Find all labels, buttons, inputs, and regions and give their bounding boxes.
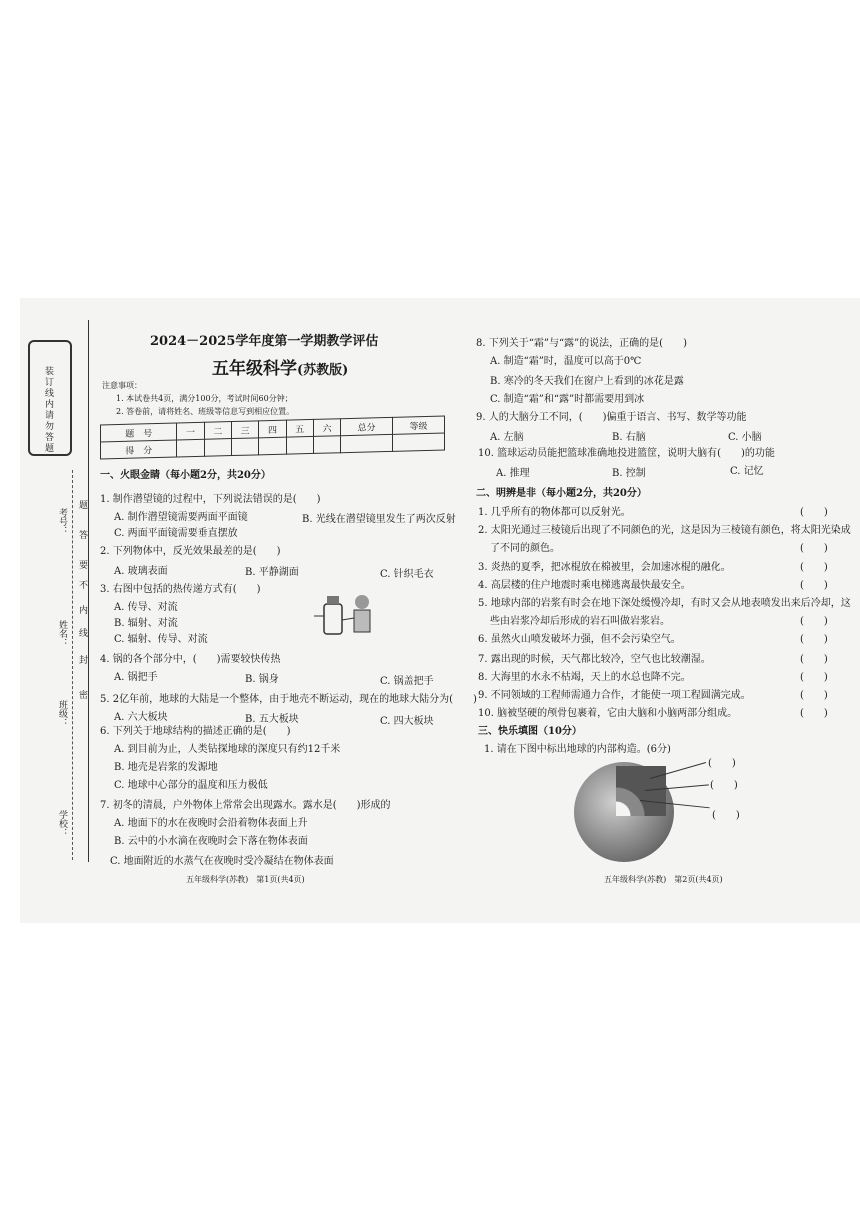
section3-title: 三、快乐填图（10分） [478, 726, 582, 737]
score-cell[interactable] [259, 437, 286, 455]
q3-option-c: C. 辐射、传导、对流 [114, 634, 208, 645]
answer-bracket[interactable]: ( ) [800, 543, 828, 554]
question-10: 10. 篮球运动员能把篮球准确地投进篮筐，说明大脑有( )的功能 [478, 448, 775, 459]
q2-option-c: C. 针织毛衣 [380, 569, 434, 580]
q7-option-c: C. 地面附近的水蒸气在夜晚时受冷凝结在物体表面 [110, 856, 334, 867]
answer-bracket[interactable]: ( ) [800, 708, 828, 719]
notes-label: 注意事项： [102, 381, 142, 390]
question-7: 7. 初冬的清晨，户外物体上常常会出现露水。露水是( )形成的 [100, 800, 391, 811]
judge-item: 5. 地球内部的岩浆有时会在地下深处缓慢冷却，有时又会从地表喷发出来后冷却，这 [478, 598, 851, 609]
section1-title: 一、火眼金睛（每小题2分，共20分） [100, 470, 271, 481]
q6-option-c: C. 地球中心部分的温度和压力极低 [114, 780, 268, 791]
answer-bracket[interactable]: ( ) [800, 672, 828, 683]
question-3: 3. 右图中包括的热传递方式有( ) [100, 584, 261, 595]
footer-page1: 五年级科学(苏教) 第1页(共4页) [186, 875, 305, 884]
q1-option-c: C. 两面平面镜需要垂直摆放 [114, 528, 238, 539]
line-word: 封 [77, 655, 87, 664]
score-cell[interactable] [204, 439, 231, 457]
note-2: 2. 答卷前，请将姓名、班级等信息写到相应位置。 [116, 407, 295, 416]
judge-item: 9. 不同领域的工程师需通力合作，才能使一项工程圆满完成。 [478, 690, 751, 701]
q8-option-b: B. 寒冷的冬天我们在窗户上看到的冰花是露 [490, 376, 684, 387]
earth-cutaway [616, 766, 666, 816]
answer-bracket[interactable]: ( ) [800, 580, 828, 591]
judge-item: 2. 太阳光通过三棱镜后出现了不同颜色的光，这是因为三棱镜有颜色，将太阳光染成 [478, 525, 851, 536]
score-cell: 四 [259, 420, 286, 438]
judge-item: 3. 炎热的夏季，把冰棍放在棉被里，会加速冰棍的融化。 [478, 562, 731, 573]
answer-bracket[interactable]: ( ) [800, 634, 828, 645]
field-class: 班级： [57, 700, 67, 727]
label-blank-core[interactable]: ( ) [712, 810, 740, 821]
score-cell: 等级 [393, 416, 445, 434]
label-blank-crust[interactable]: ( ) [708, 758, 736, 769]
q9-option-c: C. 小脑 [728, 432, 762, 443]
judge-item: 8. 大海里的水永不枯竭，天上的水总也降不完。 [478, 672, 691, 683]
field-name: 姓名： [57, 620, 67, 647]
q10-option-c: C. 记忆 [730, 466, 764, 477]
subject-edition: (苏教版) [297, 363, 349, 378]
answer-bracket[interactable]: ( ) [800, 690, 828, 701]
q10-option-b: B. 控制 [612, 468, 646, 479]
score-cell: 二 [204, 422, 231, 440]
judge-item-cont: 些由岩浆冷却后形成的岩石叫做岩浆岩。 [490, 616, 670, 627]
q1-option-a: A. 制作潜望镜需要两面平面镜 [114, 512, 248, 523]
score-cell: 一 [177, 422, 204, 440]
judge-item: 10. 脑被坚硬的颅骨包裹着，它由大脑和小脑两部分组成。 [478, 708, 738, 719]
note-1: 1. 本试卷共4页，满分100分，考试时间60分钟； [116, 394, 293, 403]
question-8: 8. 下列关于“霜”与“露”的说法，正确的是( ) [476, 338, 687, 349]
q5-option-a: A. 六大板块 [114, 712, 168, 723]
judge-item-cont: 了不同的颜色。 [490, 543, 560, 554]
line-word: 不 [77, 580, 87, 589]
line-word: 答 [77, 530, 87, 539]
label-blank-mantle[interactable]: ( ) [710, 780, 738, 791]
score-cell: 五 [286, 419, 313, 437]
answer-bracket[interactable]: ( ) [800, 562, 828, 573]
score-cell[interactable] [177, 439, 204, 457]
judge-item: 1. 几乎所有的物体都可以反射光。 [478, 507, 631, 518]
question-4: 4. 锅的各个部分中，( )需要较快传热 [100, 654, 281, 665]
q5-option-b: B. 五大板块 [245, 714, 299, 725]
answer-bracket[interactable]: ( ) [800, 616, 828, 627]
q8-option-a: A. 制造“霜”时，温度可以高于0℃ [490, 356, 642, 367]
question-2: 2. 下列物体中，反光效果最差的是( ) [100, 546, 281, 557]
score-cell[interactable] [341, 434, 393, 452]
section3-question-1: 1. 请在下图中标出地球的内部构造。(6分) [484, 744, 671, 755]
subject-name: 五年级科学 [212, 359, 297, 379]
line-word: 线 [77, 628, 87, 637]
question-1: 1. 制作潜望镜的过程中，下列说法错误的是( ) [100, 494, 321, 505]
line-word: 要 [77, 560, 87, 569]
binding-seal [28, 340, 72, 456]
q9-option-a: A. 左脑 [490, 432, 524, 443]
score-cell: 题 号 [101, 423, 177, 442]
judge-item: 6. 虽然火山喷发破坏力强，但不会污染空气。 [478, 634, 681, 645]
judge-item: 4. 高层楼的住户地震时乘电梯逃离最快最安全。 [478, 580, 691, 591]
score-cell: 三 [232, 421, 259, 439]
q4-option-a: A. 锅把手 [114, 672, 158, 683]
binding-line [72, 470, 73, 860]
answer-bracket[interactable]: ( ) [800, 654, 828, 665]
q2-option-a: A. 玻璃表面 [114, 566, 168, 577]
footer-page2: 五年级科学(苏教) 第2页(共4页) [604, 875, 723, 884]
seal-text: 装订线内请勿答题 [43, 366, 53, 454]
q4-option-c: C. 锅盖把手 [380, 676, 434, 687]
field-exam-no: 考号： [57, 508, 67, 535]
q7-option-b: B. 云中的小水滴在夜晚时会下落在物体表面 [114, 836, 308, 847]
line-word: 题 [77, 500, 87, 509]
q6-option-a: A. 到目前为止，人类钻探地球的深度只有约12千米 [114, 744, 341, 755]
q5-option-c: C. 四大板块 [380, 716, 434, 727]
q7-option-a: A. 地面下的水在夜晚时会沿着物体表面上升 [114, 818, 308, 829]
field-school: 学校： [57, 810, 67, 837]
score-cell[interactable] [393, 433, 445, 451]
exam-subject-title [212, 354, 348, 379]
q1-option-b: B. 光线在潜望镜里发生了两次反射 [302, 514, 456, 525]
q9-option-b: B. 右脑 [612, 432, 646, 443]
score-cell[interactable] [286, 436, 313, 454]
question-9: 9. 人的大脑分工不同，( )偏重于语言、书写、数学等功能 [476, 412, 747, 423]
question-6: 6. 下列关于地球结构的描述正确的是( ) [100, 726, 291, 737]
line-word: 密 [77, 690, 87, 699]
score-cell: 总分 [341, 417, 393, 435]
binding-divider [88, 320, 89, 862]
section2-title: 二、明辨是非（每小题2分，共20分） [476, 488, 647, 499]
score-cell[interactable] [232, 438, 259, 456]
score-cell: 得 分 [101, 440, 177, 459]
answer-bracket[interactable]: ( ) [800, 507, 828, 518]
question-5: 5. 2亿年前，地球的大陆是一个整体，由于地壳不断运动，现在的地球大陆分为( ) [100, 694, 477, 705]
exam-year-title: 2024－2025学年度第一学期教学评估 [150, 334, 379, 349]
score-cell: 六 [313, 419, 340, 437]
score-cell[interactable] [313, 436, 340, 454]
q8-option-c: C. 制造“霜”和“露”时都需要用到冰 [490, 394, 645, 405]
q3-option-b: B. 辐射、对流 [114, 618, 178, 629]
q6-option-b: B. 地壳是岩浆的发源地 [114, 762, 218, 773]
q3-option-a: A. 传导、对流 [114, 602, 178, 613]
heat-transfer-illustration [312, 588, 382, 644]
q4-option-b: B. 锅身 [245, 674, 279, 685]
line-word: 内 [77, 605, 87, 614]
q10-option-a: A. 推理 [496, 468, 530, 479]
judge-item: 7. 露出现的时候，天气都比较冷，空气也比较潮湿。 [478, 654, 711, 665]
q2-option-b: B. 平静湖面 [245, 567, 299, 578]
